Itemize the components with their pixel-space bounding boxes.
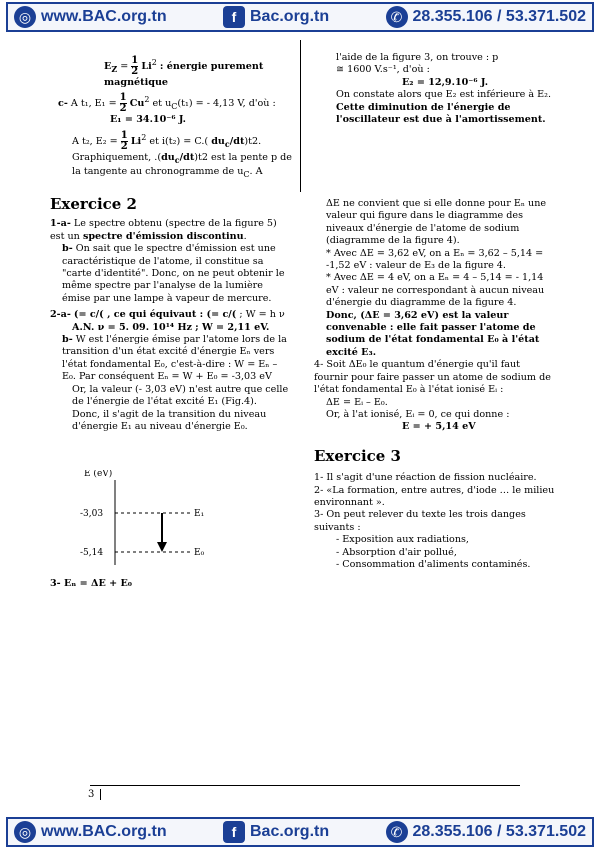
q2a-an: A.N. ν = 5. 09. 10¹⁴ Hz ; W = 2,11 eV. bbox=[72, 321, 270, 333]
site-text: www.BAC.org.tn bbox=[41, 8, 167, 25]
ez-line: $E_Z$ = $\frac{1}{2}$ Li$^2$ : énergie purement magnétique bbox=[104, 55, 264, 88]
top-banner bbox=[6, 2, 594, 32]
globe-icon: ◎ bbox=[14, 821, 36, 843]
social-link[interactable] bbox=[223, 6, 329, 28]
site-link[interactable] bbox=[14, 6, 167, 28]
top-right-column bbox=[336, 52, 562, 126]
page-number: 3 bbox=[88, 789, 101, 800]
r-p2: * Avec ΔE = 3,62 eV, on a Eₙ = 3,62 – 5,14 = -1,52 eV : valeur de E₃ de la figure 4. bbox=[326, 247, 544, 272]
social-text: Bac.org.tn bbox=[250, 823, 330, 840]
social-link-bottom[interactable] bbox=[223, 821, 329, 843]
site-link-bottom[interactable] bbox=[14, 821, 167, 843]
r-q4c: Or, à l'at ionisé, Eᵢ = 0, ce qui donne : bbox=[326, 408, 510, 420]
e3-danger-1: - Exposition aux radiations, bbox=[336, 534, 469, 546]
e3-danger-3: - Consommation d'aliments contaminés. bbox=[336, 558, 531, 570]
column-divider bbox=[300, 40, 301, 192]
e3-danger-2: - Absorption d'air pollué, bbox=[336, 546, 457, 558]
tr-line2: ≅ 1600 V.s⁻¹, d'où : bbox=[336, 64, 430, 76]
phone-text: 28.355.106 / 53.371.502 bbox=[412, 823, 586, 840]
r-q4d: E = + 5,14 eV bbox=[402, 421, 476, 433]
e3-q2: 2- «La formation, entre autres, d'iode … le milieu environnant ». bbox=[314, 484, 555, 508]
phone-link-bottom[interactable] bbox=[386, 821, 587, 843]
r-p1: ΔE ne convient que si elle donne pour Eₙ une valeur qui figure dans le diagramme des niveaux d'énergie de l'atome de sodium (diagramme de la figure 4). bbox=[326, 198, 547, 247]
r-p3: * Avec ΔE = 4 eV, on a Eₙ = 4 – 5,14 = - 1,14 eV : valeur ne correspondant à aucun niveau d'énergie du diagramme de la figure 4. bbox=[326, 272, 545, 309]
q3: 3- Eₙ = ΔE + E₀ bbox=[50, 578, 132, 589]
e1-result: E₁ = 34.10⁻⁶ J. bbox=[110, 114, 187, 126]
c-line: c- A t₁, E₁ = $\frac{1}{2}$ Cu$^2$ et $u_C(t_1)$ = - 4,13 V, d'où : bbox=[58, 92, 276, 115]
level0-value: -5,14 bbox=[80, 548, 104, 558]
right-column bbox=[314, 198, 556, 571]
social-text: Bac.org.tn bbox=[250, 8, 330, 25]
q2b-text3: Donc, il s'agit de la transition du niveau d'énergie E₁ au niveau d'énergie E₀. bbox=[72, 408, 267, 432]
phone-text: 28.355.106 / 53.371.502 bbox=[412, 8, 586, 25]
tr-line3: On constate alors que E₂ est inférieure à E₂. bbox=[336, 89, 552, 101]
globe-icon: ◎ bbox=[14, 6, 36, 28]
facebook-icon: f bbox=[223, 6, 245, 28]
facebook-icon: f bbox=[223, 821, 245, 843]
e2-result: E₂ = 12,9.10⁻⁶ J. bbox=[402, 76, 489, 88]
q1b: b- On sait que le spectre d'émission est une caractéristique de l'atome, il constitue sa "carte d'identité". Donc, on ne peut obtenir le même spectre par l'analyse de la lumière émise par une lampe à vapeur de mercure. bbox=[62, 243, 285, 304]
q2b-text2: Or, la valeur (- 3,03 eV) n'est autre que celle de l'énergie de l'état excité E₁ (Fig.4). bbox=[72, 383, 289, 408]
top-left-column bbox=[58, 56, 294, 181]
graph-line: Graphiquement, $.(du_c/dt)t2$ est la pente p de la tangente au chronogramme de $u_C$. A bbox=[72, 151, 292, 180]
r-p4: Donc, (ΔE = 3,62 eV) est la valeur convenable : elle fait passer l'atome de sodium de l'état fondamental E₀ à l'état excité E₃. bbox=[326, 309, 540, 358]
tr-line1: l'aide de la figure 3, on trouve : p bbox=[336, 52, 499, 63]
exercise2-title: Exercice 2 bbox=[50, 195, 137, 213]
bottom-banner bbox=[6, 817, 594, 847]
site-text: www.BAC.org.tn bbox=[41, 823, 167, 840]
axis-label: E (eV) bbox=[84, 470, 113, 479]
phone-link[interactable] bbox=[386, 6, 587, 28]
exercise2-left bbox=[50, 195, 294, 433]
level1-value: -3,03 bbox=[80, 509, 104, 519]
arrow-head bbox=[157, 542, 167, 552]
r-q4: 4- Soit ΔE₀ le quantum d'énergie qu'il faut fournir pour faire passer un atome de sodium de l'état fondamental E₀ à l'état ionisé Eᵢ : bbox=[314, 359, 551, 396]
r-q4b: ΔE = Eᵢ – E₀. bbox=[326, 396, 388, 408]
t2-line: A t₂, E₂ = $\frac{1}{2}$ Li$^2$ et i(t₂) = C.( $du_c/dt)t2$. bbox=[72, 129, 262, 152]
footer-line bbox=[90, 785, 520, 786]
energy-diagram bbox=[70, 470, 240, 570]
q1a: 1-a- Le spectre obtenu (spectre de la figure 5) est un spectre d'émission discontinu. bbox=[50, 218, 277, 242]
e3-q3: 3- On peut relever du texte les trois danges suivants : bbox=[314, 509, 526, 533]
tr-conclusion: Cette diminution de l'énergie de l'oscillateur est due à l'amortissement. bbox=[336, 101, 546, 126]
q2b: b- W est l'énergie émise par l'atome lors de la transition d'un état excité d'énergie Eₙ vers l'état fondamental E₀, c'est-à-dire : W = Eₙ – E₀. Par conséquent Eₙ = W + E₀ = -3,03 eV bbox=[62, 334, 287, 383]
exercise3-title: Exercice 3 bbox=[314, 446, 401, 465]
phone-icon: ✆ bbox=[386, 821, 408, 843]
phone-icon: ✆ bbox=[386, 6, 408, 28]
q2a: 2-a- (= c/( , ce qui équivaut : (= c/( ; W = h ν bbox=[50, 309, 285, 321]
level0-name: E₀ bbox=[194, 548, 205, 558]
e3-q1: 1- Il s'agit d'une réaction de fission nucléaire. bbox=[314, 472, 537, 484]
level1-name: E₁ bbox=[194, 509, 205, 519]
